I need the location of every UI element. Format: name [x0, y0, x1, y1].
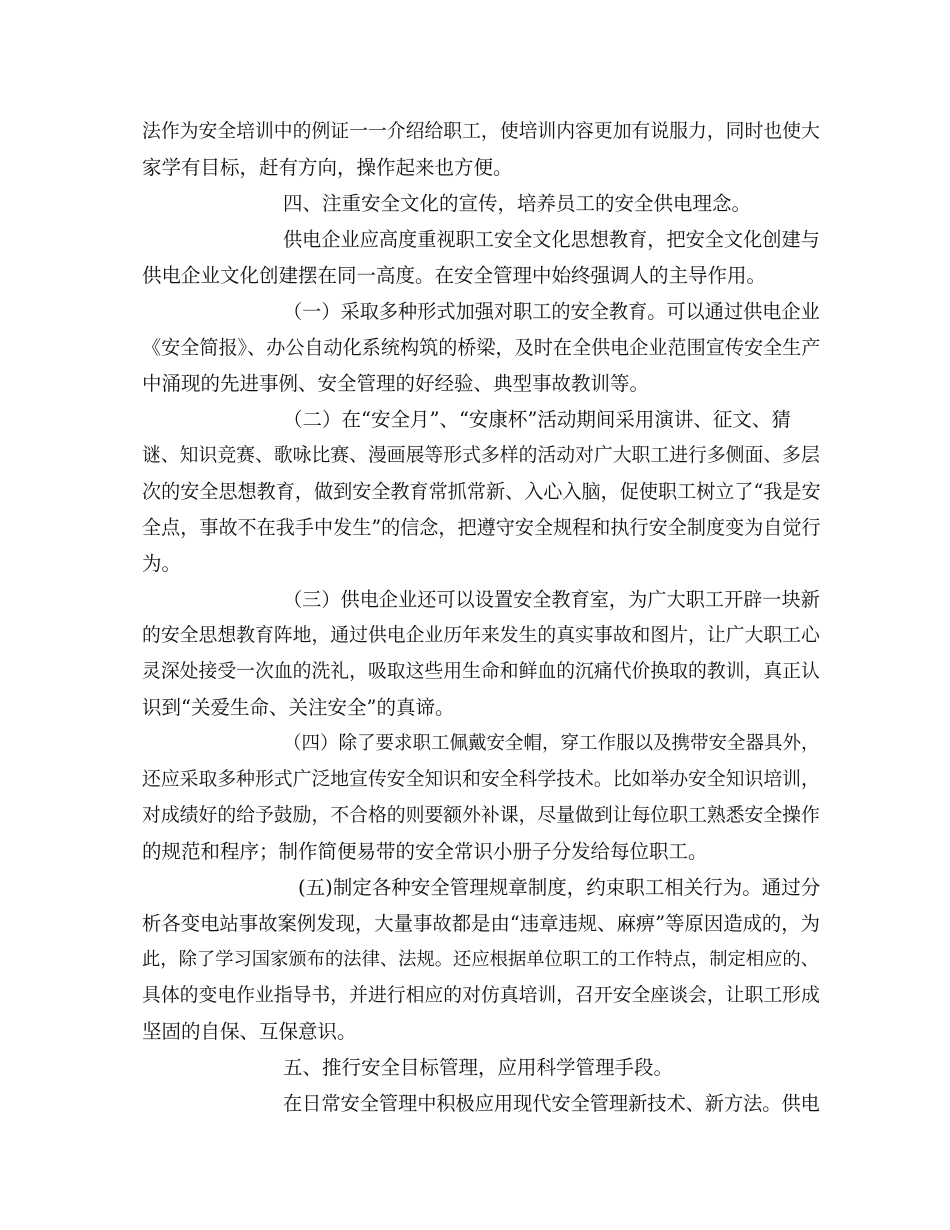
text-line-2: 家学有目标，赶有方向，操作起来也方便。	[142, 156, 513, 179]
text-line-14: （三）供电企业还可以设置安全教育室，为广大职工开辟一块新	[283, 588, 820, 611]
text-line-17: 识到“关爱生命、关注安全”的真谛。	[142, 696, 455, 719]
text-line-5: 供电企业文化创建摆在同一高度。在安全管理中始终强调人的主导作用。	[142, 264, 767, 287]
text-line-13: 为。	[142, 552, 182, 575]
text-line-19: 还应采取多种形式广泛地宣传安全知识和安全科学技术。比如举办安全知识培训，	[142, 769, 820, 790]
text-line-9: （二）在“安全月”、“安康杯”活动期间采用演讲、征文、猜	[283, 408, 791, 431]
text-line-24: 此，除了学习国家颁布的法律、法规。还应根据单位职工的工作特点，制定相应的、	[142, 949, 819, 970]
section-heading-4: 四、注重安全文化的宣传，培养员工的安全供电理念。	[283, 192, 752, 215]
text-line-10: 谜、知识竞赛、歌咏比赛、漫画展等形式多样的活动对广大职工进行多侧面、多层	[142, 445, 820, 466]
text-line-21: 的规范和程序；制作简便易带的安全常识小册子分发给每位职工。	[142, 840, 708, 863]
text-line-25: 具体的变电作业指导书，并进行相应的对仿真培训，召开安全座谈会，让职工形成	[142, 985, 820, 1006]
text-line-7: 《安全简报》、办公自动化系统构筑的桥梁，及时在全供电企业范围宣传安全生产	[142, 336, 821, 359]
text-line-26: 坚固的自保、互保意识。	[142, 1020, 357, 1043]
text-line-20: 对成绩好的给予鼓励，不合格的则要额外补课，尽量做到让每位职工熟悉安全操作	[142, 805, 820, 826]
text-line-1: 法作为安全培训中的例证一一介绍给职工，使培训内容更加有说服力，同时也使大	[142, 121, 820, 142]
text-line-16: 灵深处接受一次血的洗礼，吸取这些用生命和鲜血的沉痛代价换取的教训，真正认	[142, 661, 820, 682]
text-line-8: 中涌现的先进事例、安全管理的好经验、典型事故教训等。	[142, 372, 650, 395]
text-line-12: 全点，事故不在我手中发生”的信念，把遵守安全规程和执行安全制度变为自觉行	[142, 516, 821, 539]
text-line-18: （四）除了要求职工佩戴安全帽，穿工作服以及携带安全器具外，	[283, 733, 820, 754]
section-heading-5: 五、推行安全目标管理，应用科学管理手段。	[283, 1056, 674, 1079]
text-line-23: 析各变电站事故案例发现，大量事故都是由“违章违规、麻痹”等原因造成的，为	[142, 912, 821, 935]
text-line-15: 的安全思想教育阵地，通过供电企业历年来发生的真实事故和图片，让广大职工心	[142, 625, 820, 646]
text-line-6: （一）采取多种形式加强对职工的安全教育。可以通过供电企业	[283, 300, 820, 323]
text-line-4: 供电企业应高度重视职工安全文化思想教育，把安全文化创建与	[283, 228, 820, 251]
text-line-11: 次的安全思想教育，做到安全教育常抓常新、入心入脑，促使职工树立了“我是安	[142, 480, 821, 503]
text-line-28: 在日常安全管理中积极应用现代安全管理新技术、新方法。供电	[283, 1092, 820, 1115]
text-line-22: (五)制定各种安全管理规章制度，约束职工相关行为。通过分	[298, 876, 821, 899]
